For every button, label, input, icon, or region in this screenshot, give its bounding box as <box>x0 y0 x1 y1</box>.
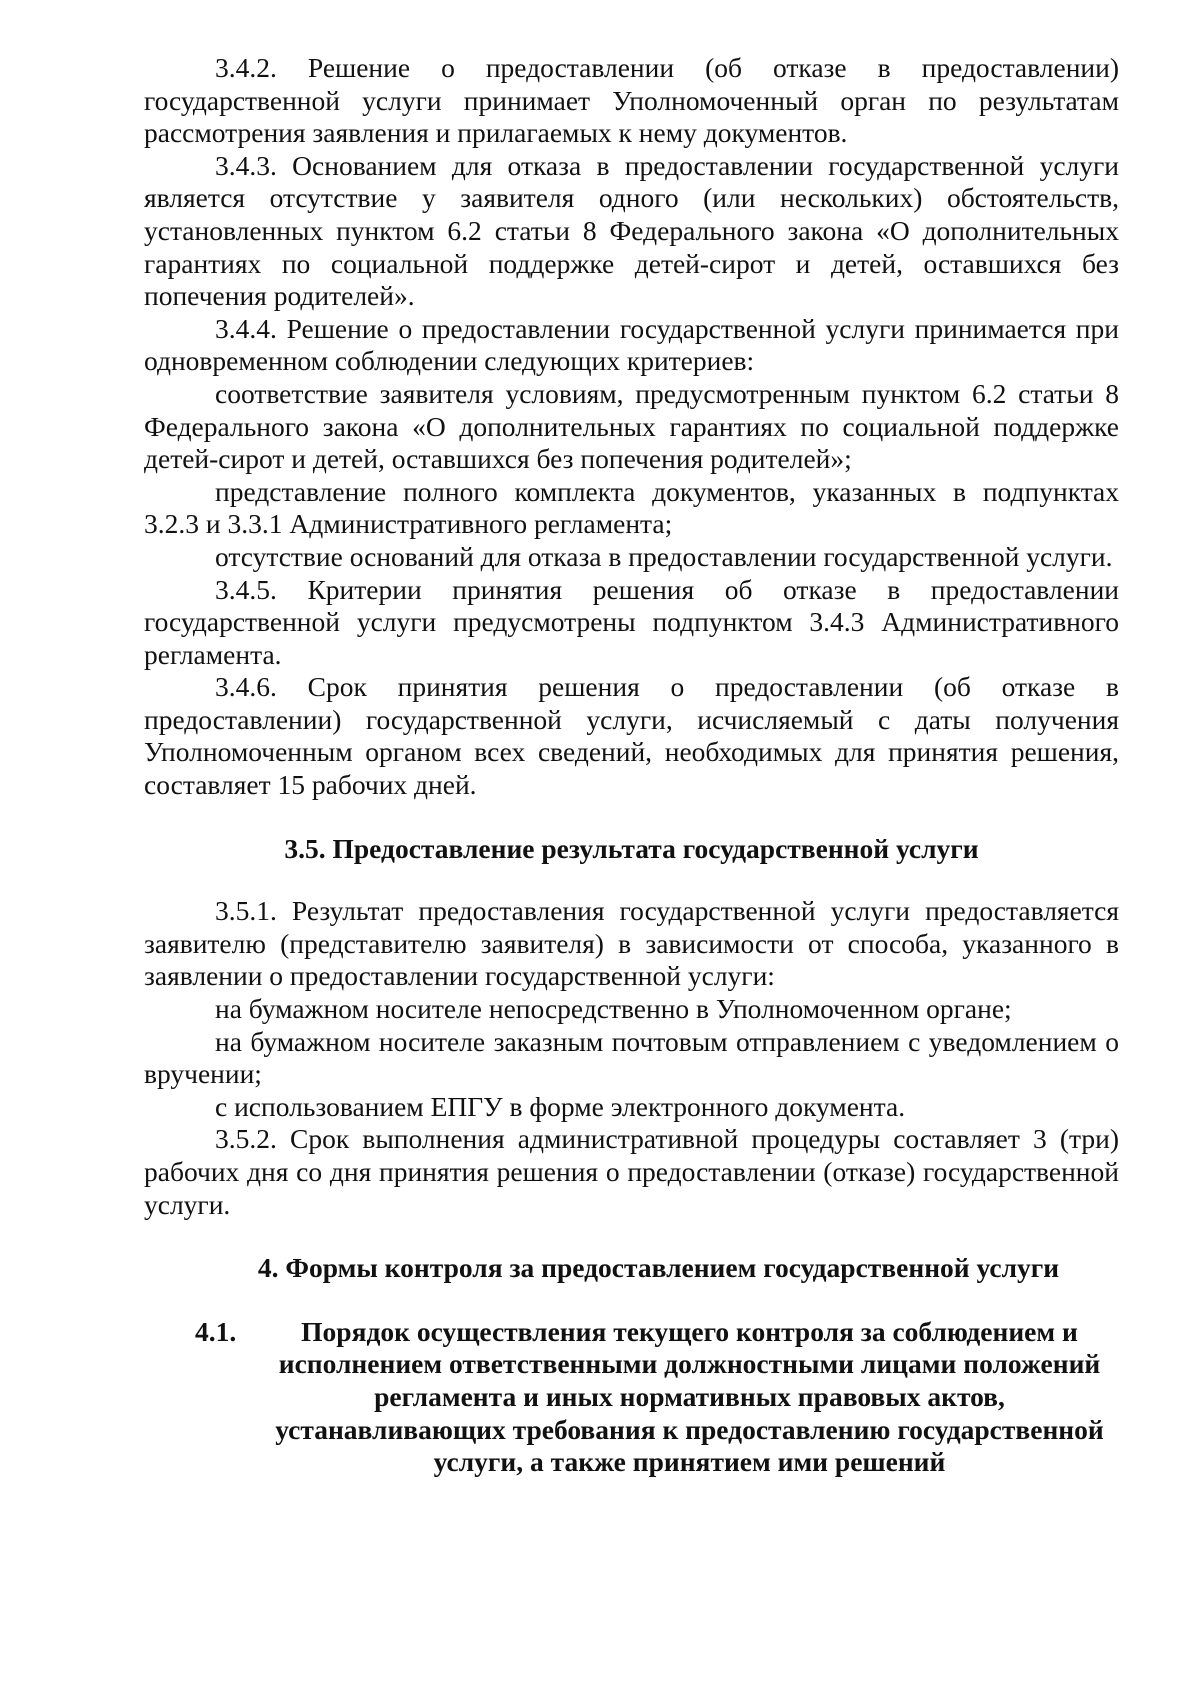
paragraph-3-4-6: 3.4.6. Срок принятия решения о предоставлении (об отказе в предоставлении) государственной услуги, исчисляемый с даты получения Уполномоченным органом всех сведений, необходимых для принятия решения, составляет 15 рабочих дней. <box>144 671 1119 801</box>
paragraph-3-4-4: 3.4.4. Решение о предоставлении государственной услуги принимается при одновременном соблюдении следующих критериев: <box>144 312 1119 377</box>
paragraph-3-5-2: 3.5.2. Срок выполнения административной процедуры составляет 3 (три) рабочих дня со дня принятия решения о предоставлении (отказе) государственной услуги. <box>144 1123 1119 1220</box>
section-heading-3-5: 3.5. Предоставление результата государственной услуги <box>284 832 979 864</box>
paragraph-3-4-5: 3.4.5. Критерии принятия решения об отказе в предоставлении государственной услуги предусмотрены подпунктом 3.4.3 Административного регламента. <box>144 573 1119 670</box>
delivery-option-paper-mail: на бумажном носителе заказным почтовым отправлением с уведомлением о вручении; <box>144 1025 1119 1090</box>
paragraph-3-4-3: 3.4.3. Основанием для отказа в предоставлении государственной услуги является отсутствие у заявителя одного (или нескольких) обстоятельств, установленных пунктом 6.2 статьи 8 Федерального закона «О дополнительных гарантиях по социальной поддержке детей-сирот и детей, оставшихся без попечения родителей». <box>144 149 1119 312</box>
document-page <box>144 52 1119 1479</box>
paragraph-3-5-1: 3.5.1. Результат предоставления государственной услуги предоставляется заявителю (представителю заявителя) в зависимости от способа, указанного в заявлении о предоставлении государственной услуги: <box>144 895 1119 992</box>
criterion-conditions: соответствие заявителя условиям, предусмотренным пунктом 6.2 статьи 8 Федерального закона «О дополнительных гарантиях по социальной поддержке детей-сирот и детей, оставшихся без попечения родителей»; <box>144 377 1119 475</box>
criterion-documents: представление полного комплекта документов, указанных в подпунктах 3.2.3 и 3.3.1 Административного регламента; <box>144 475 1119 540</box>
paragraph-3-4-2: 3.4.2. Решение о предоставлении (об отказе в предоставлении) государственной услуги принимает Уполномоченный орган по результатам рассмотрения заявления и прилагаемых к нему документов. <box>144 52 1119 149</box>
delivery-option-epgu: с использованием ЕПГУ в форме электронного документа. <box>215 1090 906 1122</box>
criterion-no-grounds: отсутствие оснований для отказа в предоставлении государственной услуги. <box>215 540 1113 572</box>
section-heading-4: 4. Формы контроля за предоставлением государственной услуги <box>257 1252 1060 1284</box>
subsection-number: 4.1. <box>195 1315 237 1347</box>
subsection-heading-4-1 <box>144 1316 1119 1479</box>
subsection-title: Порядок осуществления текущего контроля за соблюдением и исполнением ответственными должностными лицами положений регламента и иных нормативных правовых актов, устанавливающих требования к предоставлению государственной услуги, а также принятием ими решений <box>275 1315 1104 1478</box>
delivery-option-paper-office: на бумажном носителе непосредственно в Уполномоченном органе; <box>215 993 1012 1025</box>
